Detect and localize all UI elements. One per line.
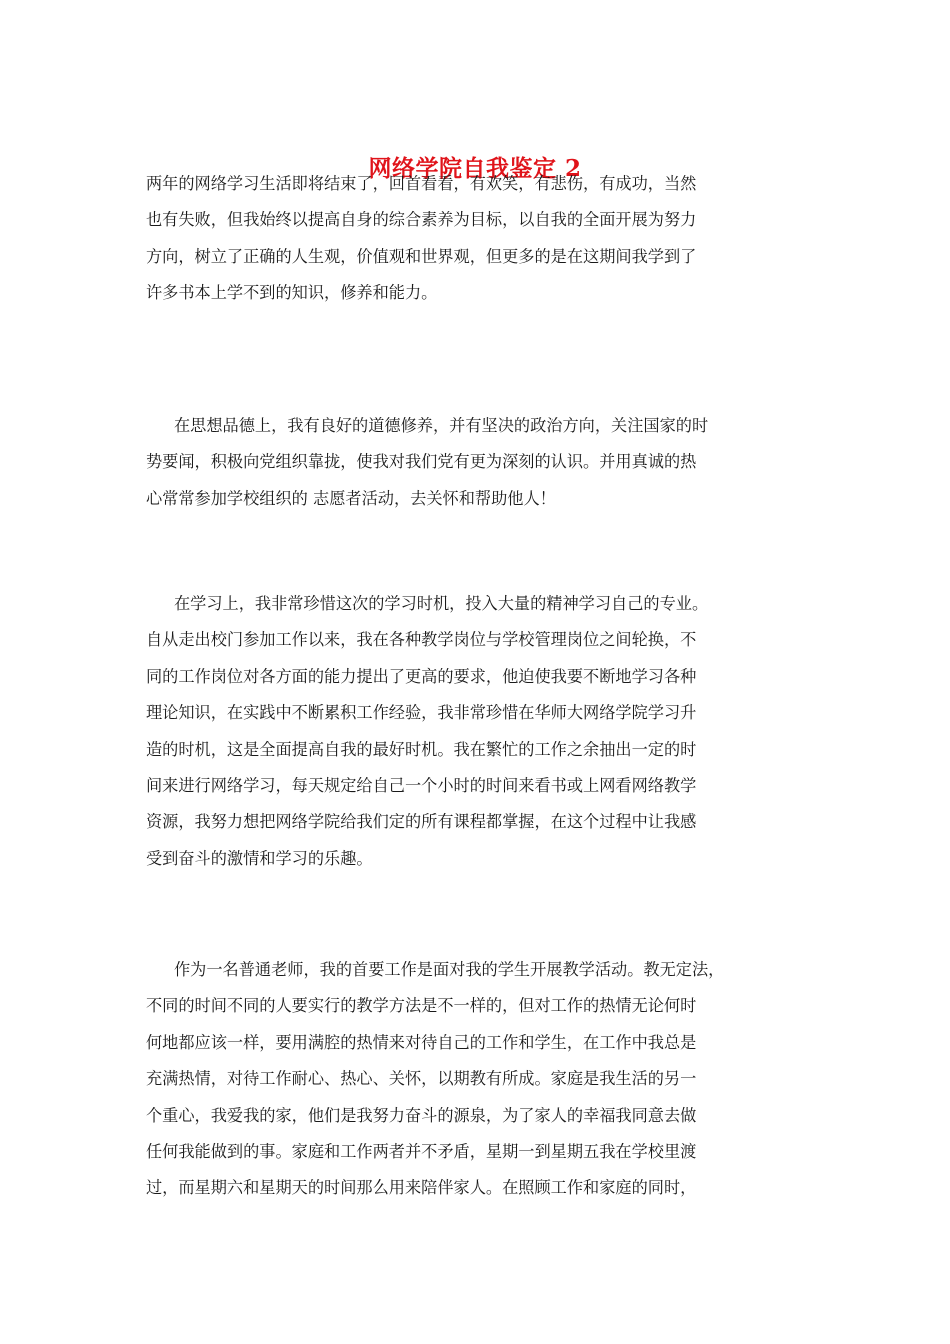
paragraph-line: 充满热情，对待工作耐心、热心、关怀，以期教有所成。家庭是我生活的另一 — [146, 1069, 697, 1089]
paragraph-line: 两年的网络学习生活即将结束了，回首看看，有欢笑，有悲伤，有成功，当然 — [146, 174, 697, 193]
paragraph-line: 受到奋斗的激情和学习的乐趣。 — [146, 848, 373, 868]
paragraph-line: 个重心，我爱我的家，他们是我努力奋斗的源泉，为了家人的幸福我同意去做 — [146, 1105, 697, 1125]
paragraph-line: 心常常参加学校组织的 志愿者活动，去关怀和帮助他人！ — [146, 488, 556, 508]
paragraph-line: 自从走出校门参加工作以来，我在各种教学岗位与学校管理岗位之间轮换，不 — [146, 630, 697, 650]
paragraph-line: 过，而星期六和星期天的时间那么用来陪伴家人。在照顾工作和家庭的同时， — [146, 1178, 697, 1198]
paragraph-line: 势要闻，积极向党组织靠拢，使我对我们党有更为深刻的认识。并用真诚的热 — [146, 452, 697, 472]
paragraph-line: 不同的时间不同的人要实行的教学方法是不一样的，但对工作的热情无论何时 — [146, 996, 697, 1016]
paragraph-line: 何地都应该一样，要用满腔的热情来对待自己的工作和学生，在工作中我总是 — [146, 1032, 697, 1052]
paragraph-line: 方向，树立了正确的人生观，价值观和世界观，但更多的是在这期间我学到了 — [146, 246, 697, 266]
paragraph-line: 资源，我努力想把网络学院给我们定的所有课程都掌握，在这个过程中让我感 — [146, 812, 697, 832]
paragraph-work-family — [146, 952, 836, 1207]
paragraph-morality — [146, 408, 836, 517]
paragraph-line: 任何我能做到的事。家庭和工作两者并不矛盾，星期一到星期五我在学校里渡 — [146, 1141, 697, 1161]
paragraph-intro — [146, 166, 836, 312]
paragraph-line: 也有失败，但我始终以提高自身的综合素养为目标，以自我的全面开展为努力 — [146, 210, 697, 230]
paragraph-line: 造的时机，这是全面提高自我的最好时机。我在繁忙的工作之余抽出一定的时 — [146, 739, 697, 759]
paragraph-line: 许多书本上学不到的知识，修养和能力。 — [146, 283, 438, 303]
paragraph-line: 同的工作岗位对各方面的能力提出了更高的要求，他迫使我要不断地学习各种 — [146, 666, 697, 686]
paragraph-line: 在思想品德上，我有良好的道德修养，并有坚决的政治方向，关注国家的时 — [174, 416, 709, 435]
document-title: 网络学院自我鉴定 2 — [368, 155, 582, 182]
paragraph-line: 作为一名普通老师，我的首要工作是面对我的学生开展教学活动。教无定法， — [174, 960, 725, 979]
paragraph-line: 理论知识，在实践中不断累积工作经验，我非常珍惜在华师大网络学院学习升 — [146, 703, 697, 723]
paragraph-line: 在学习上，我非常珍惜这次的学习时机，投入大量的精神学习自己的专业。 — [174, 594, 709, 613]
paragraph-line: 间来进行网络学习，每天规定给自己一个小时的时间来看书或上网看网络教学 — [146, 775, 697, 795]
paragraph-study — [146, 586, 836, 877]
